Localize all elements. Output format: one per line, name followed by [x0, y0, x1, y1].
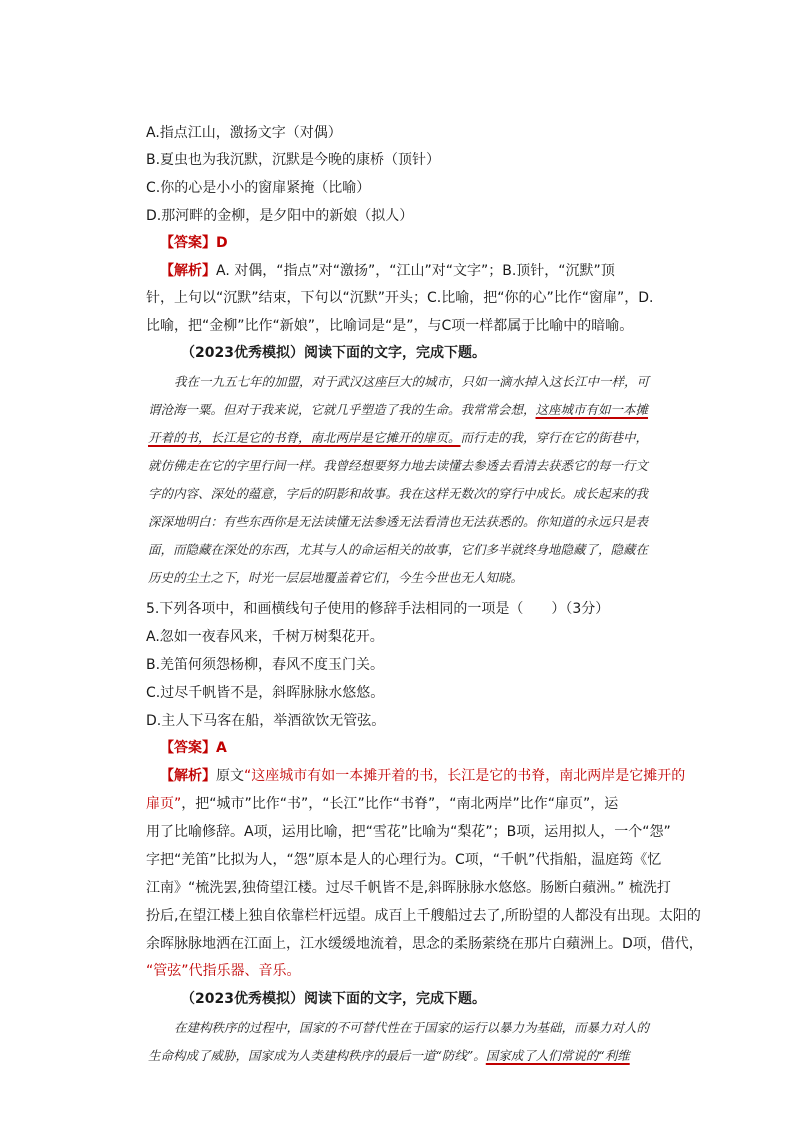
q4-analysis-line-1	[160, 261, 615, 281]
q5-option-c: C.过尽千帆皆不是，斜晖脉脉水悠悠。	[146, 685, 385, 701]
section-heading: （2023优秀模拟）阅读下面的文字，完成下题。	[181, 991, 486, 1007]
q5-option-a: A.忽如一夜春风来，千树万树梨花开。	[146, 629, 384, 645]
passage-line-3: 开着的书，长江是它的书脊，南北两岸是它摊开的扉页。而行走的我，穿行在它的街巷中，	[148, 430, 649, 445]
q5-analysis-line-7: 余晖脉脉地洒在江面上，江水缓缓地流着，思念的柔肠萦绕在那片白蘋洲上。D项，借代，	[146, 936, 703, 952]
q4-option-d: D.那河畔的金柳，是夕阳中的新娘（拟人）	[146, 208, 414, 224]
passage-line-1: 在建构秩序的过程中，国家的不可替代性在于国家的运行以暴力为基础，而暴力对人的	[174, 1020, 650, 1035]
passage-line-6: 深深地明白：有些东西你是无法读懂无法参透无法看清也无法获悉的。你知道的永远只是表	[148, 514, 649, 529]
q4-option-a: A.指点江山，激扬文字（对偶）	[146, 125, 342, 141]
passage-line-2: 生命构成了威胁，国家成为人类建构秩序的最后一道“防线”。国家成了人们常说的“利维	[148, 1048, 630, 1063]
analysis-tag: 【解析】	[160, 263, 216, 279]
q5-analysis-line-2: 扉页”，把“城市”比作“书”，“长江”比作“书脊”，“南北两岸”比作“扉页”，运	[146, 796, 619, 812]
q5-answer	[160, 738, 227, 758]
underlined-sentence: 这座城市有如一本摊	[535, 402, 649, 417]
section-heading: （2023优秀模拟）阅读下面的文字，完成下题。	[181, 345, 486, 361]
underlined-sentence: 国家成了人们常说的“利维	[485, 1048, 630, 1063]
q5-analysis-line-3: 用了比喻修辞。A项，运用比喻，把“雪花”比喻为“梨花”；B项，运用拟人，一个“怨”	[146, 824, 671, 840]
underlined-sentence: 开着的书，长江是它的书脊，南北两岸是它摊开的扉页。	[148, 430, 461, 445]
analysis-tag: 【解析】	[160, 768, 216, 784]
passage-line-5: 字的内容、深处的蕴意，字后的阴影和故事。我在这样无数次的穿行中成长。成长起来的我	[148, 486, 649, 501]
answer-tag: 【答案】	[160, 740, 216, 756]
answer-tag: 【答案】	[160, 235, 216, 251]
answer-value: A	[216, 740, 227, 756]
q5-analysis-line-8: “管弦”代指乐器、音乐。	[146, 963, 301, 979]
q5-stem: 5.下列各项中，和画横线句子使用的修辞手法相同的一项是（ ）（3分）	[146, 601, 610, 617]
quoted-original: 扉页”	[146, 796, 182, 812]
answer-value: D	[216, 235, 228, 251]
q4-option-b: B.夏虫也为我沉默，沉默是今晚的康桥（顶针）	[146, 152, 441, 168]
q4-answer	[160, 233, 228, 253]
analysis-text: A. 对偶，“指点”对“激扬”，“江山”对“文字”；B.顶针，“沉默”顶	[216, 263, 615, 279]
q5-analysis-line-5: 江南》“梳洗罢,独倚望江楼。过尽千帆皆不是,斜晖脉脉水悠悠。肠断白蘋洲。” 梳洗打	[146, 880, 671, 896]
q5-analysis-line-1: 【解析】原文“这座城市有如一本摊开着的书，长江是它的书脊，南北两岸是它摊开的	[160, 768, 686, 784]
q5-option-b: B.羌笛何须怨杨柳，春风不度玉门关。	[146, 657, 385, 673]
q4-analysis-line-2: 针，上句以“沉默”结束，下句以“沉默”开头；C.比喻，把“你的心”比作“窗扉”，D.	[146, 290, 654, 306]
passage-line-2: 谓沧海一粟。但对于我来说，它就几乎塑造了我的生命。我常常会想，这座城市有如一本摊	[148, 402, 649, 417]
q5-option-d: D.主人下马客在船，举酒欲饮无管弦。	[146, 713, 386, 729]
passage-line-4: 就仿佛走在它的字里行间一样。我曾经想要努力地去读懂去参透去看清去获悉它的每一行文	[148, 458, 649, 473]
q4-option-c: C.你的心是小小的窗扉紧掩（比喻）	[146, 180, 371, 196]
q5-analysis-line-6: 扮后,在望江楼上独自依靠栏杆远望。成百上千艘船过去了,所盼望的人都没有出现。太阳的	[146, 908, 701, 924]
q5-analysis-line-4: 字把“羌笛”比拟为人，“怨”原本是人的心理行为。C项，“千帆”代指船，温庭筠《忆	[146, 852, 662, 868]
passage-line-7: 面，而隐藏在深处的东西，尤其与人的命运相关的故事，它们多半就终身地隐藏了，隐藏在	[148, 542, 649, 557]
passage-line-8: 历史的尘土之下，时光一层层地覆盖着它们，今生今世也无人知晓。	[148, 570, 524, 585]
q4-analysis-line-3: 比喻，把“金柳”比作“新娘”，比喻词是“是”，与C项一样都属于比喻中的暗喻。	[146, 318, 634, 334]
quoted-original: “这座城市有如一本摊开着的书，长江是它的书脊，南北两岸是它摊开的	[244, 768, 686, 784]
passage-line-1: 我在一九五七年的加盟，对于武汉这座巨大的城市，只如一滴水掉入这长江中一样，可	[174, 374, 650, 389]
